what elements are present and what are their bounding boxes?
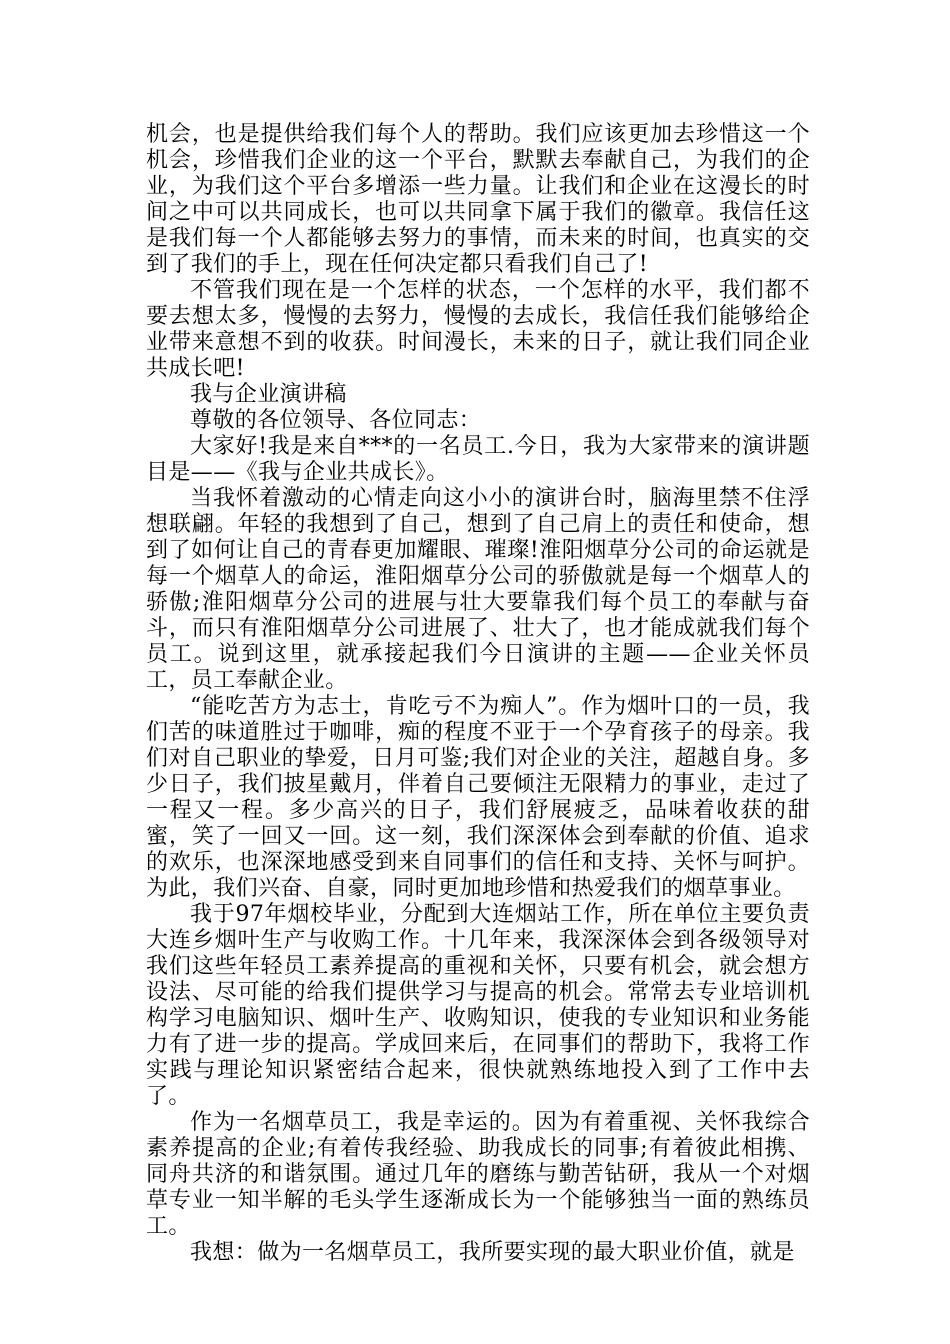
- document-page: [146, 122, 810, 1266]
- paragraph: 我于97年烟校毕业，分配到大连烟站工作，所在单位主要负责大连乡烟叶生产与收购工作。十几年来，我深深体会到各级领导对我们这些年轻员工素养提高的重视和关怀，只要有机会，就会想方设法、尽可能的给我们提供学习与提高的机会。常常去专业培训机构学习电脑知识、烟叶生产、收购知识，使我的专业知识和业务能力有了进一步的提高。学成回来后，在同事们的帮助下，我将工作实践与理论知识紧密结合起来，很快就熟练地投入到了工作中去了。: [146, 902, 810, 1109]
- salutation: 尊敬的各位领导、各位同志：: [190, 408, 482, 433]
- paragraph: “能吃苦方为志士，肯吃亏不为痴人”。作为烟叶口的一员，我们苦的味道胜过于咖啡，痴的程度不亚于一个孕育孩子的母亲。我们对自己职业的挚爱，日月可鉴;我们对企业的关注，超越自身。多少日子，我们披星戴月，伴着自己要倾注无限精力的事业，走过了一程又一程。多少高兴的日子，我们舒展疲乏，品味着收获的甜蜜，笑了一回又一回。这一刻，我们深深体会到奉献的价值、追求的欢乐，也深深地感受到来自同事们的信任和支持、关怀与呵护。为此，我们兴奋、自豪，同时更加地珍惜和热爱我们的烟草事业。: [146, 694, 810, 901]
- paragraph: 大家好!我是来自***的一名员工.今日，我为大家带来的演讲题目是——《我与企业共成长》。: [146, 434, 810, 485]
- paragraph: 作为一名烟草员工，我是幸运的。因为有着重视、关怀我综合素养提高的企业;有着传我经验、助我成长的同事;有着彼此相携、同舟共济的和谐氛围。通过几年的磨练与勤苦钻研，我从一个对烟草专业一知半解的毛头学生逐渐成长为一个能够独当一面的熟练员工。: [146, 1110, 810, 1239]
- paragraph: 不管我们现在是一个怎样的状态，一个怎样的水平，我们都不要去想太多，慢慢的去努力，慢慢的去成长，我信任我们能够给企业带来意想不到的收获。时间漫长，未来的日子，就让我们同企业共成长吧!: [146, 278, 810, 381]
- section-title: 我与企业演讲稿: [190, 382, 347, 407]
- paragraph: 我想：做为一名烟草员工，我所要实现的最大职业价值，就是: [190, 1240, 795, 1265]
- paragraph: 当我怀着激动的心情走向这小小的演讲台时，脑海里禁不住浮想联翩。年轻的我想到了自己，想到了自己肩上的责任和使命，想到了如何让自己的青春更加耀眼、璀璨!淮阳烟草分公司的命运就是每一个烟草人的命运，淮阳烟草分公司的骄傲就是每一个烟草人的骄傲;淮阳烟草分公司的进展与壮大要靠我们每个员工的奉献与奋斗，而只有淮阳烟草分公司进展了、壮大了，也才能成就我们每个员工。说到这里，就承接起我们今日演讲的主题——企业关怀员工，员工奉献企业。: [146, 486, 810, 693]
- paragraph: 机会，也是提供给我们每个人的帮助。我们应该更加去珍惜这一个机会，珍惜我们企业的这一个平台，默默去奉献自己，为我们的企业，为我们这个平台多增添一些力量。让我们和企业在这漫长的时间之中可以共同成长，也可以共同拿下属于我们的徽章。我信任这是我们每一个人都能够去努力的事情，而未来的时间，也真实的交到了我们的手上，现在任何决定都只看我们自己了!: [146, 122, 810, 277]
